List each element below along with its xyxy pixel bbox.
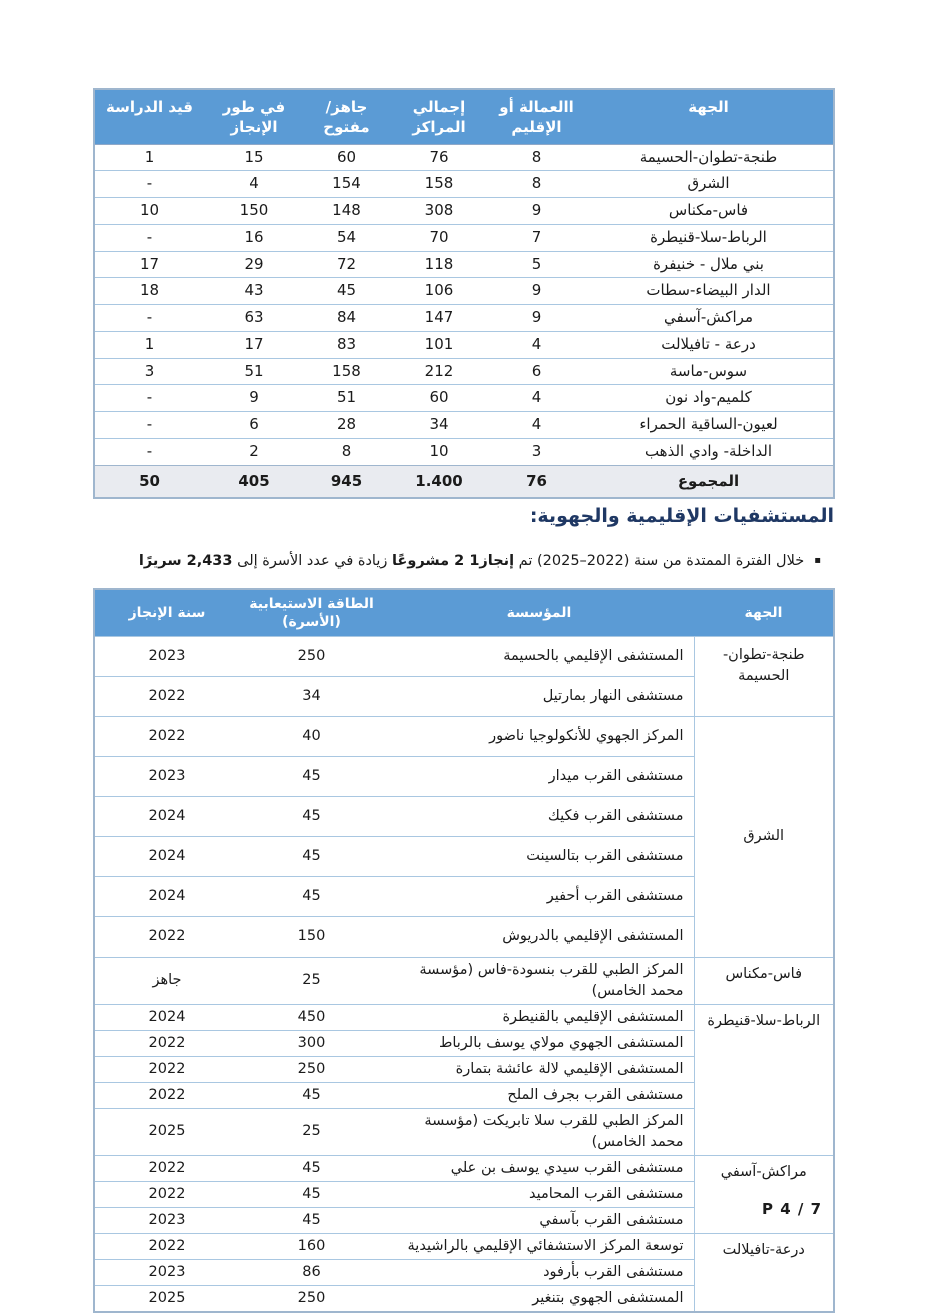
region-cell: طنجة-تطوان-الحسيمة	[694, 637, 834, 717]
capacity-cell: 40	[239, 717, 384, 757]
total-cell: 76	[489, 465, 584, 498]
column-header: الجهة	[694, 589, 834, 637]
capacity-cell: 45	[239, 1082, 384, 1108]
institution-cell: مستشفى النهار بمارتيل	[384, 677, 694, 717]
total-cell: 50	[94, 465, 204, 498]
table-row	[94, 144, 834, 171]
institution-cell: المستشفى الإقليمي بالحسيمة	[384, 637, 694, 677]
value-cell: 83	[304, 331, 389, 358]
institution-cell: المستشفى الإقليمي لالة عائشة بتمارة	[384, 1056, 694, 1082]
value-cell: 101	[389, 331, 489, 358]
column-header: إجمالي المراكز	[389, 89, 489, 144]
value-cell: 72	[304, 251, 389, 278]
table-row	[94, 1004, 834, 1030]
value-cell: 60	[336, 147, 357, 166]
institution-cell: مستشفى القرب المحاميد	[384, 1181, 694, 1207]
table-row	[94, 1155, 834, 1181]
value-cell: 4	[489, 385, 584, 412]
capacity-cell: 450	[239, 1004, 384, 1030]
page-number: P 4 / 7	[762, 1200, 823, 1218]
value-cell: 9	[204, 385, 304, 412]
value-cell: 5	[489, 251, 584, 278]
table-row	[94, 305, 834, 332]
value-cell: 148	[304, 198, 389, 225]
capacity-cell: 250	[239, 1285, 384, 1312]
value-cell: -	[94, 385, 204, 412]
region-cell: سوس-ماسة	[584, 358, 834, 385]
value-cell: -	[94, 224, 204, 251]
column-header: جاهز/مفتوح	[304, 89, 389, 144]
capacity-cell: 45	[239, 1181, 384, 1207]
value-cell: 118	[389, 251, 489, 278]
table-row	[94, 331, 834, 358]
bullet-text-1: خلال الفترة الممتدة من سنة (2022–2025) تم	[514, 553, 805, 569]
table-row	[94, 957, 834, 1004]
region-cell: درعة-تافيلالت	[694, 1233, 834, 1312]
value-cell: 9	[489, 305, 584, 332]
value-cell: 158	[304, 358, 389, 385]
centers-table-container	[93, 88, 835, 499]
institution-cell: المستشفى الجهوي مولاي يوسف بالرباط	[384, 1030, 694, 1056]
year-cell: 2023	[94, 1259, 239, 1285]
value-cell: 51	[204, 358, 304, 385]
institution-cell: توسعة المركز الاستشفائي الإقليمي بالراشيدية	[384, 1233, 694, 1259]
year-cell: 2022	[94, 1233, 239, 1259]
column-header: المؤسسة	[384, 589, 694, 637]
value-cell: 8	[489, 171, 584, 198]
table-row	[94, 385, 834, 412]
year-cell: 2022	[94, 677, 239, 717]
value-cell: 147	[389, 305, 489, 332]
centers-table-body	[94, 144, 834, 498]
value-cell: 15	[244, 147, 264, 166]
total-cell: 1.400	[389, 465, 489, 498]
bullet-text-2: زيادة في عدد الأسرة إلى	[232, 553, 392, 569]
region-group	[94, 1233, 834, 1312]
column-header: قيد الدراسة	[94, 89, 204, 144]
value-cell: 84	[304, 305, 389, 332]
year-cell: 2022	[94, 1030, 239, 1056]
value-cell: 106	[389, 278, 489, 305]
year-cell: 2022	[94, 1056, 239, 1082]
capacity-cell: 250	[239, 637, 384, 677]
year-cell: 2024	[94, 877, 239, 917]
year-cell: 2022	[94, 1155, 239, 1181]
centers-summary-table	[93, 88, 835, 499]
institution-cell: المركز الطبي للقرب سلا تابريكت (مؤسسة محمد الخامس)	[384, 1108, 694, 1155]
year-cell: 2022	[94, 717, 239, 757]
total-cell: 405	[204, 465, 304, 498]
institution-cell: مستشفى القرب ميدار	[384, 757, 694, 797]
table-row	[94, 224, 834, 251]
year-cell: 2024	[94, 837, 239, 877]
region-cell: بني ملال - خنيفرة	[584, 251, 834, 278]
region-cell: الرباط-سلا-قنيطرة	[694, 1004, 834, 1155]
region-cell: لعيون-الساقية الحمراء	[584, 412, 834, 439]
year-cell: 2023	[94, 637, 239, 677]
value-cell: 150	[204, 198, 304, 225]
table-row	[94, 637, 834, 677]
institution-cell: مستشفى القرب بتالسينت	[384, 837, 694, 877]
capacity-cell: 34	[239, 677, 384, 717]
year-cell: 2024	[94, 797, 239, 837]
value-cell: 54	[304, 224, 389, 251]
value-cell: 308	[389, 198, 489, 225]
value-cell: 1	[144, 147, 155, 166]
value-cell: 9	[489, 278, 584, 305]
institution-cell: مستشفى القرب فكيك	[384, 797, 694, 837]
region-cell: مراكش-آسفي	[694, 1155, 834, 1233]
year-cell: 2025	[94, 1108, 239, 1155]
value-cell: 10	[389, 438, 489, 465]
region-cell: الداخلة- وادي الذهب	[584, 438, 834, 465]
value-cell: 28	[304, 412, 389, 439]
region-group	[94, 1155, 834, 1233]
region-cell: طنجة-تطوان-الحسيمة	[639, 147, 778, 166]
section-heading: المستشفيات الإقليمية والجهوية:	[529, 505, 834, 527]
value-cell: 6	[204, 412, 304, 439]
value-cell: -	[94, 171, 204, 198]
value-cell: 158	[389, 171, 489, 198]
table-row	[94, 251, 834, 278]
table-row	[94, 358, 834, 385]
value-cell: 2	[204, 438, 304, 465]
value-cell: 4	[204, 171, 304, 198]
total-cell: المجموع	[584, 465, 834, 498]
bullet-bold-beds: 2,433 سريرًا	[138, 553, 233, 569]
region-group	[94, 717, 834, 957]
value-cell: -	[94, 412, 204, 439]
capacity-cell: 25	[239, 1108, 384, 1155]
capacity-cell: 45	[239, 757, 384, 797]
region-cell: الشرق	[584, 171, 834, 198]
column-header: في طور الإنجاز	[204, 89, 304, 144]
year-cell: 2022	[94, 1181, 239, 1207]
region-cell: كلميم-واد نون	[584, 385, 834, 412]
year-cell: 2023	[94, 1207, 239, 1233]
value-cell: 212	[389, 358, 489, 385]
year-cell: جاهز	[94, 957, 239, 1004]
table-row	[94, 438, 834, 465]
value-cell: 1	[94, 331, 204, 358]
table-row	[94, 1233, 834, 1259]
institution-cell: مستشفى القرب بآسفي	[384, 1207, 694, 1233]
institution-cell: المستشفى الإقليمي بالقنيطرة	[384, 1004, 694, 1030]
institution-cell: مستشفى القرب بجرف الملح	[384, 1082, 694, 1108]
capacity-cell: 45	[239, 1155, 384, 1181]
value-cell: 51	[304, 385, 389, 412]
table-row	[94, 198, 834, 225]
institution-cell: مستشفى القرب أحفير	[384, 877, 694, 917]
header-row	[94, 89, 834, 144]
capacity-cell: 45	[239, 1207, 384, 1233]
value-cell: 16	[204, 224, 304, 251]
column-header: الجهة	[584, 89, 834, 144]
value-cell: 154	[304, 171, 389, 198]
capacity-cell: 25	[239, 957, 384, 1004]
value-cell: 10	[94, 198, 204, 225]
value-cell: 70	[389, 224, 489, 251]
table-row	[94, 171, 834, 198]
hospitals-table-container	[93, 588, 835, 1313]
centers-table-header	[94, 89, 834, 144]
value-cell: 29	[204, 251, 304, 278]
value-cell: 45	[304, 278, 389, 305]
capacity-cell: 150	[239, 917, 384, 957]
column-header: سنة الإنجاز	[94, 589, 239, 637]
value-cell: 76	[429, 147, 449, 166]
institution-cell: مستشفى القرب سيدي يوسف بن علي	[384, 1155, 694, 1181]
header-row	[94, 589, 834, 637]
table-row	[94, 278, 834, 305]
region-cell: الشرق	[694, 717, 834, 957]
region-cell: فاس-مكناس	[584, 198, 834, 225]
region-cell: فاس-مكناس	[694, 957, 834, 1004]
value-cell: 7	[489, 224, 584, 251]
table-row	[94, 412, 834, 439]
hospitals-table-header	[94, 589, 834, 637]
capacity-cell: 45	[239, 877, 384, 917]
value-cell: 17	[94, 251, 204, 278]
column-header: الطاقة الاستيعابية (الأسرة)	[239, 589, 384, 637]
value-cell: -	[94, 305, 204, 332]
value-cell: 4	[489, 412, 584, 439]
institution-cell: المستشفى الجهوي بتنغير	[384, 1285, 694, 1312]
capacity-cell: 300	[239, 1030, 384, 1056]
value-cell: 8	[304, 438, 389, 465]
year-cell: 2023	[94, 757, 239, 797]
column-header: االعمالة أو الإقليم	[489, 89, 584, 144]
institution-cell: المركز الطبي للقرب بنسودة-فاس (مؤسسة محمد الخامس)	[384, 957, 694, 1004]
bullet-paragraph	[131, 551, 821, 573]
value-cell: 3	[489, 438, 584, 465]
institution-cell: المستشفى الإقليمي بالدريوش	[384, 917, 694, 957]
year-cell: 2022	[94, 1082, 239, 1108]
value-cell: 17	[204, 331, 304, 358]
bullet-icon: ▪	[814, 555, 821, 566]
capacity-cell: 45	[239, 797, 384, 837]
value-cell: 3	[94, 358, 204, 385]
institution-cell: مستشفى القرب بأرفود	[384, 1259, 694, 1285]
capacity-cell: 86	[239, 1259, 384, 1285]
region-group	[94, 957, 834, 1004]
value-cell: 34	[389, 412, 489, 439]
year-cell: 2024	[94, 1004, 239, 1030]
region-cell: الدار البيضاء-سطات	[584, 278, 834, 305]
value-cell: 8	[531, 147, 542, 166]
value-cell: 4	[489, 331, 584, 358]
capacity-cell: 160	[239, 1233, 384, 1259]
value-cell: 6	[489, 358, 584, 385]
value-cell: 9	[489, 198, 584, 225]
bullet-bold-projects: إنجاز1 2 مشروعًا	[391, 553, 515, 569]
region-group	[94, 1004, 834, 1155]
value-cell: 43	[204, 278, 304, 305]
value-cell: 63	[204, 305, 304, 332]
year-cell: 2025	[94, 1285, 239, 1312]
total-row	[94, 465, 834, 498]
capacity-cell: 45	[239, 837, 384, 877]
region-cell: درعة - تافيلالت	[584, 331, 834, 358]
hospitals-table	[93, 588, 835, 1313]
value-cell: 18	[94, 278, 204, 305]
region-cell: مراكش-آسفي	[584, 305, 834, 332]
table-row	[94, 717, 834, 757]
region-group	[94, 637, 834, 717]
institution-cell: المركز الجهوي للأنكولوجيا ناضور	[384, 717, 694, 757]
total-cell: 945	[304, 465, 389, 498]
year-cell: 2022	[94, 917, 239, 957]
capacity-cell: 250	[239, 1056, 384, 1082]
value-cell: 60	[389, 385, 489, 412]
region-cell: الرباط-سلا-قنيطرة	[584, 224, 834, 251]
value-cell: -	[94, 438, 204, 465]
